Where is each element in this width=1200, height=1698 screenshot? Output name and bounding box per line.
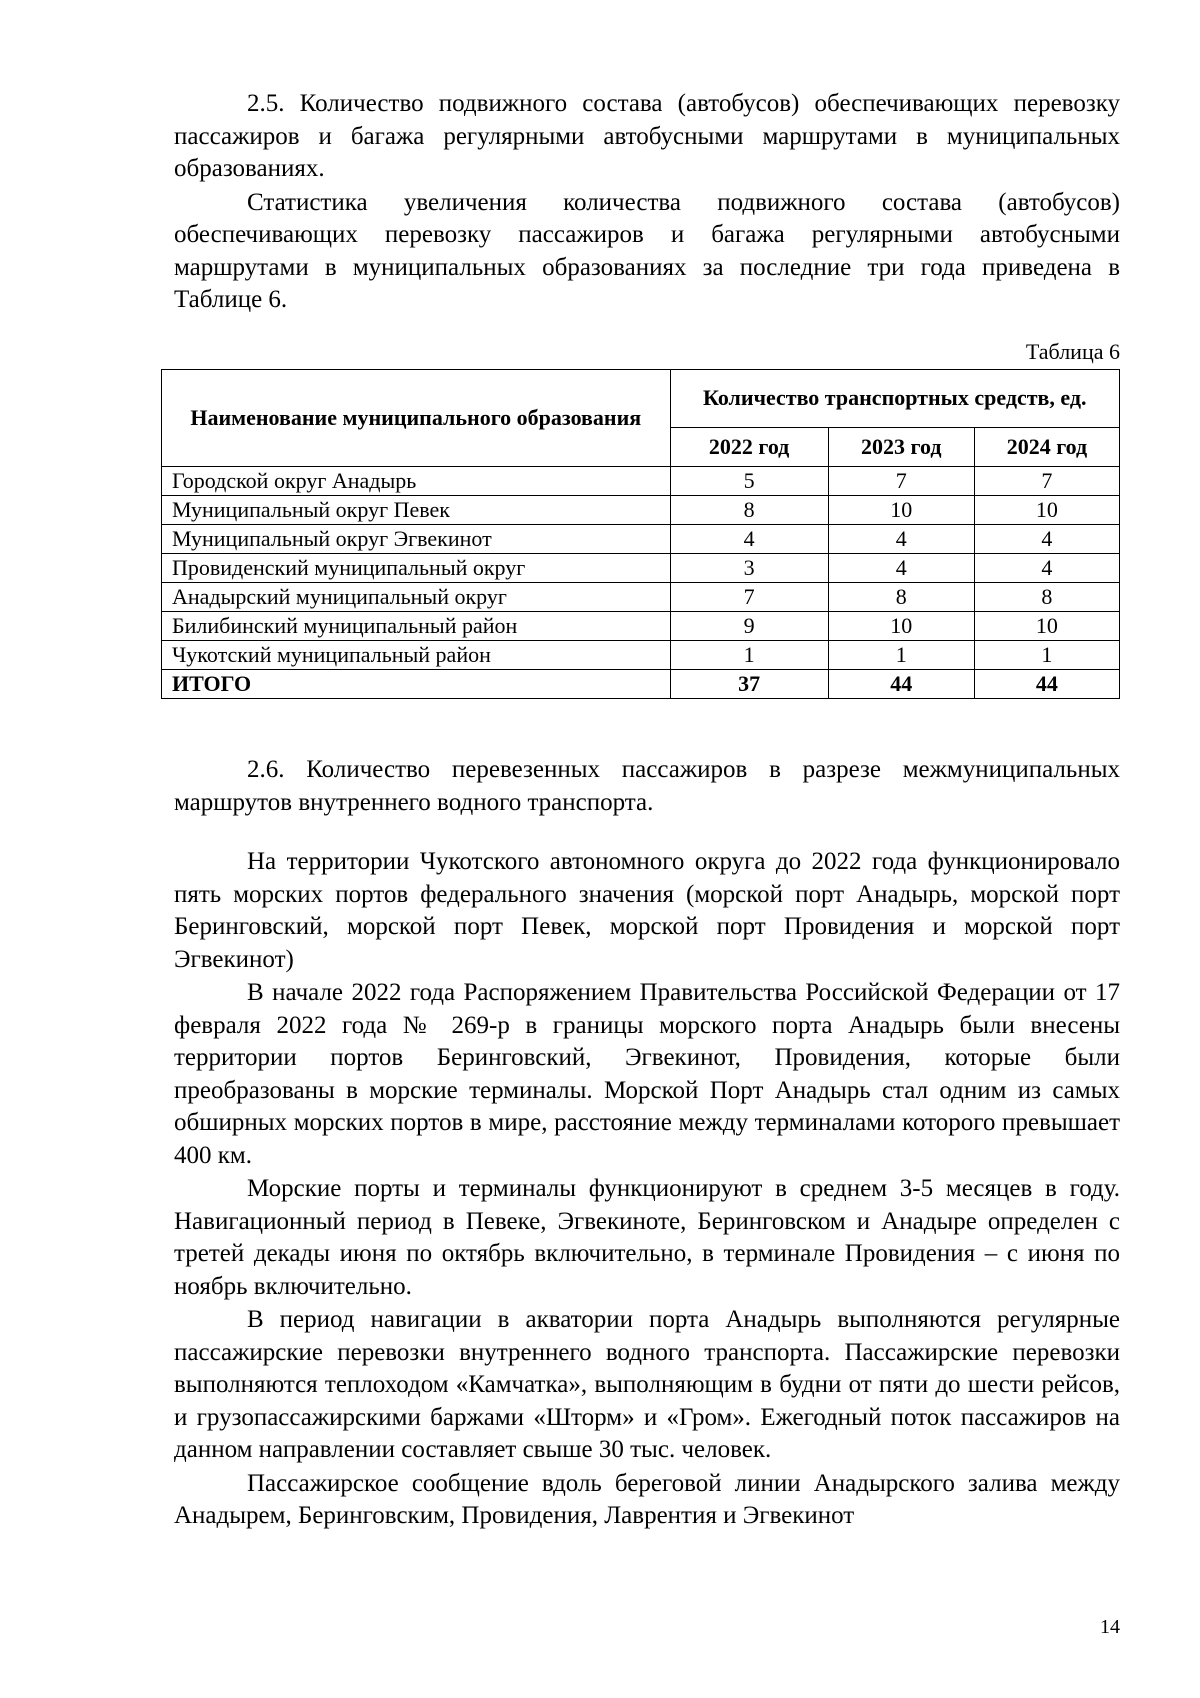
row-value-2024: 7 — [974, 467, 1119, 496]
total-value-2024: 44 — [974, 670, 1119, 699]
body-paragraph: В период навигации в акватории порта Анадырь выполняются регулярные пассажирские перевозки внутреннего водного транспорта. Пассажирские перевозки выполняются теплоходом «Камчатка», выполняющим в будни от пяти до шести рейсов, и грузопассажирскими баржами «Шторм» и «Гром». Ежегодный поток пассажиров на данном направлении составляет свыше 30 тыс. человек. — [174, 1306, 1120, 1463]
table-caption: Таблица 6 — [1025, 339, 1120, 364]
table-row — [162, 496, 1120, 525]
row-value-2023: 10 — [828, 496, 974, 525]
row-name: Провиденский муниципальный округ — [162, 554, 671, 583]
row-value-2024: 8 — [974, 583, 1119, 612]
row-value-2022: 5 — [670, 467, 828, 496]
body-paragraph: На территории Чукотского автономного округа до 2022 года функционировало пять морских портов федерального значения (морской порт Анадырь, морской порт Беринговский, морской порт Певек, морской порт Провидения и морской порт Эгвекинот) — [174, 848, 1120, 973]
row-name: Анадырский муниципальный округ — [162, 583, 671, 612]
section-2-6-heading-block — [174, 754, 1120, 819]
row-name: Муниципальный округ Певек — [162, 496, 671, 525]
section-2-6-heading: 2.6. Количество перевезенных пассажиров в разрезе межмуниципальных маршрутов внутреннего водного транспорта. — [174, 756, 1120, 816]
row-value-2023: 7 — [828, 467, 974, 496]
row-name: Чукотский муниципальный район — [162, 641, 671, 670]
row-value-2024: 4 — [974, 525, 1119, 554]
header-year-2024: 2024 год — [974, 427, 1119, 466]
row-value-2024: 4 — [974, 554, 1119, 583]
row-name: Билибинский муниципальный район — [162, 612, 671, 641]
row-value-2023: 8 — [828, 583, 974, 612]
table-row — [162, 612, 1120, 641]
body-paragraph: Морские порты и терминалы функционируют в среднем 3-5 месяцев в году. Навигационный период в Певеке, Эгвекиноте, Беринговском и Анадыре определен с третей декады июня по октябрь включительно, в терминале Провидения – с июня по ноябрь включительно. — [174, 1175, 1120, 1300]
row-name: Городской округ Анадырь — [162, 467, 671, 496]
page-number: 14 — [1100, 1616, 1120, 1638]
table-row — [162, 525, 1120, 554]
row-value-2023: 1 — [828, 641, 974, 670]
header-year-2023: 2023 год — [828, 427, 974, 466]
table-row — [162, 467, 1120, 496]
header-municipality: Наименование муниципального образования — [162, 370, 671, 467]
row-value-2023: 10 — [828, 612, 974, 641]
body-paragraph: Пассажирское сообщение вдоль береговой линии Анадырского залива между Анадырем, Беринговским, Провидения, Лаврентия и Эгвекинот — [174, 1469, 1120, 1529]
table-row — [162, 554, 1120, 583]
row-value-2023: 4 — [828, 554, 974, 583]
row-value-2024: 1 — [974, 641, 1119, 670]
row-value-2022: 8 — [670, 496, 828, 525]
header-year-2022: 2022 год — [670, 427, 828, 466]
section-2-5-paragraph: Статистика увеличения количества подвижного состава (автобусов) обеспечивающих перевозку пассажиров и багажа регулярными автобусными маршрутами в муниципальных образованиях за последние три года приведена в Таблице 6. — [174, 188, 1120, 313]
row-value-2022: 7 — [670, 583, 828, 612]
row-value-2023: 4 — [828, 525, 974, 554]
table-row — [162, 583, 1120, 612]
table-total-row — [162, 670, 1120, 699]
table-row — [162, 641, 1120, 670]
section-2-6-body — [174, 846, 1120, 1533]
row-value-2022: 9 — [670, 612, 828, 641]
row-value-2022: 3 — [670, 554, 828, 583]
body-paragraph: В начале 2022 года Распоряжением Правительства Российской Федерации от 17 февраля 2022 года № 269-р в границы морского порта Анадырь были внесены территории портов Беринговский, Эгвекинот, Провидения, которые были преобразованы в морские терминалы. Морской Порт Анадырь стал одним из самых обширных морских портов в мире, расстояние между терминалами которого превышает 400 км. — [174, 979, 1120, 1169]
section-2-5 — [174, 88, 1120, 317]
vehicles-table — [161, 369, 1120, 699]
row-value-2022: 1 — [670, 641, 828, 670]
row-value-2024: 10 — [974, 496, 1119, 525]
row-value-2022: 4 — [670, 525, 828, 554]
row-value-2024: 10 — [974, 612, 1119, 641]
total-value-2022: 37 — [670, 670, 828, 699]
row-name: Муниципальный округ Эгвекинот — [162, 525, 671, 554]
header-vehicle-count: Количество транспортных средств, ед. — [670, 370, 1119, 428]
section-2-5-heading: 2.5. Количество подвижного состава (автобусов) обеспечивающих перевозку пассажиров и багажа регулярными автобусными маршрутами в муниципальных образованиях. — [174, 90, 1120, 182]
total-value-2023: 44 — [828, 670, 974, 699]
total-label: ИТОГО — [162, 670, 671, 699]
